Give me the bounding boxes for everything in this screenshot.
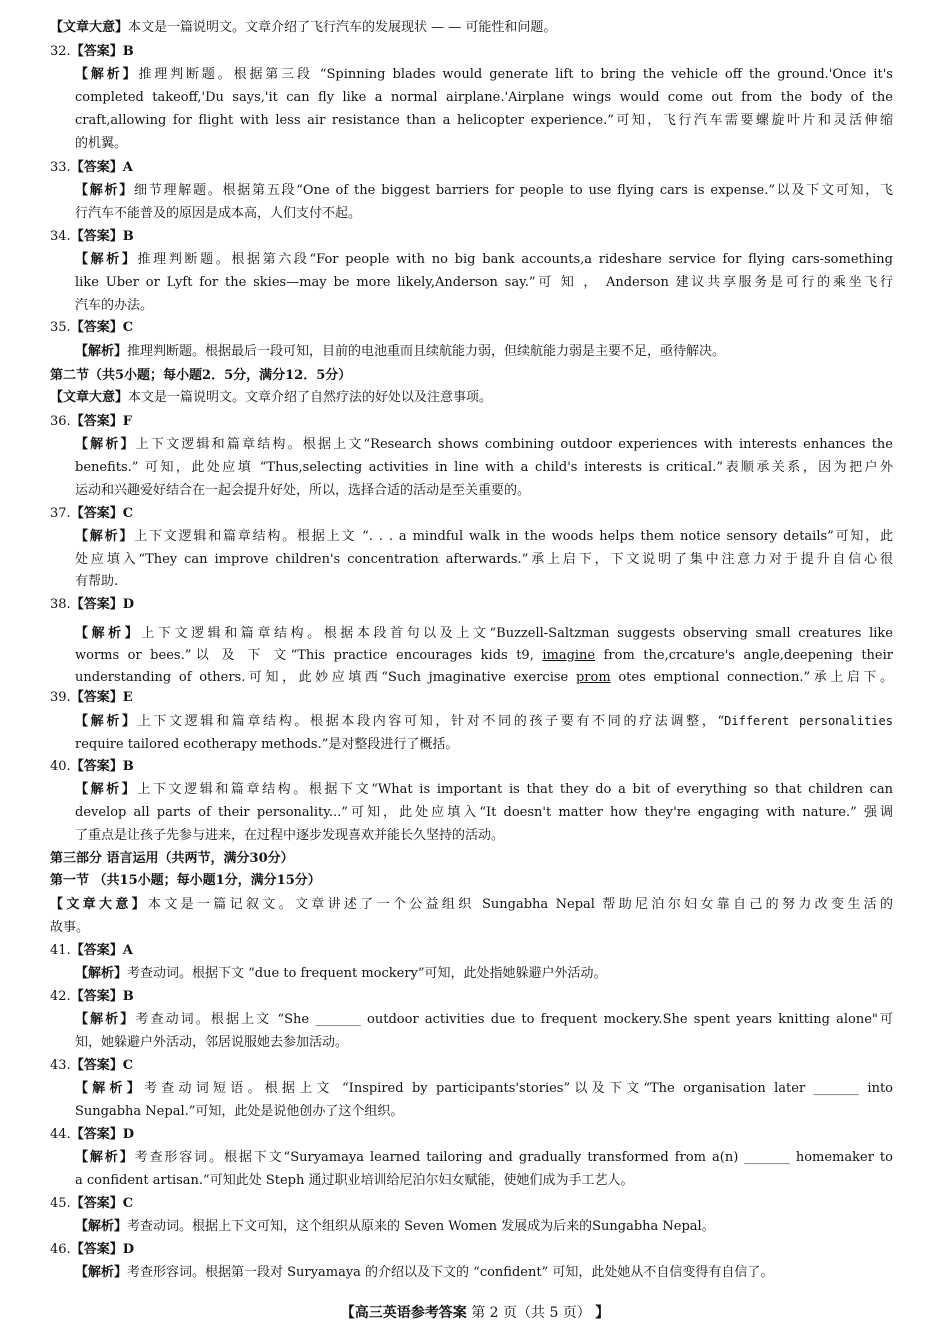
question-40-analysis-line: 【解析】上下文逻辑和篇章结构。根据下文“What is important is that they do a bit of everything so that children can	[75, 782, 893, 797]
question-40-analysis-line: 了重点是让孩子先参与进来，在过程中逐步发现喜欢并能长久坚持的活动。	[75, 828, 505, 843]
page-number: 第 2 页（共 5 页）	[471, 1305, 591, 1321]
question-32-analysis-line: craft,allowing for flight with less air resistance than a helicopter experience.”可知，飞行汽车需要螺旋叶片和灵活伸缩	[75, 113, 893, 128]
question-41-answer: 41.【答案】A	[50, 943, 133, 958]
question-32-analysis-line: 的机翼。	[75, 136, 128, 151]
question-35-answer: 35.【答案】C	[50, 320, 134, 335]
question-37-analysis-line: 【解析】上下文逻辑和篇章结构。根据上文 “. . . a mindful walk in the woods helps them notice sensory details”可知，此	[75, 529, 893, 544]
question-38-analysis-line: 【解析】上下文逻辑和篇章结构。根据本段首句以及上文“Buzzell-Saltzman suggests observing small creatures like	[75, 626, 893, 641]
question-32-analysis-line: completed takeoff,'Du says,'it can fly like a normal airplane.'Airplane wings would come out from the body of the	[75, 90, 893, 105]
question-32-answer: 32.【答案】B	[50, 44, 134, 59]
question-34-analysis-line: 汽车的办法。	[75, 298, 154, 313]
part-heading: 第三部分 语言运用（共两节，满分30分）	[50, 851, 294, 866]
question-44-analysis-line: 【解析】考查形容词。根据下文“Suryamaya learned tailoring and gradually transformed from a(n) _______ homemaker to	[75, 1150, 893, 1165]
footer-close: 】	[595, 1305, 610, 1321]
question-38-answer: 38.【答案】D	[50, 597, 134, 612]
summary-text: 本文是一篇说明文。文章介绍了飞行汽车的发展现状 — — 可能性和问题。	[128, 20, 557, 35]
question-43-analysis-line: Sungabha Nepal.”可知，此处是说他创办了这个组织。	[75, 1104, 404, 1119]
question-39-analysis-line: 【解析】上下文逻辑和篇章结构。根据本段内容可知，针对不同的孩子要有不同的疗法调整，“Different personalities	[75, 714, 893, 729]
question-45-answer: 45.【答案】C	[50, 1196, 134, 1211]
question-34-analysis-line: 【解析】推理判断题。根据第六段“For people with no big bank accounts,a rideshare service for flying cars-something	[75, 252, 893, 267]
question-36-analysis-line: benefits.” 可知，此处应填 “Thus,selecting activities in line with a child's interests is critical.”表顺承关系，因为把户外	[75, 460, 893, 475]
question-34-analysis-line: like Uber or Lyft for the skies—may be more likely,Anderson say.”可 知 ， Anderson 建议共享服务是可行的乘坐飞行	[75, 275, 893, 290]
question-40-answer: 40.【答案】B	[50, 759, 134, 774]
article-summary-3: 【文章大意】本文是一篇记叙文。文章讲述了一个公益组织 Sungabha Nepal 帮助尼泊尔妇女靠自己的努力改变生活的	[50, 897, 893, 912]
question-44-answer: 44.【答案】D	[50, 1127, 134, 1142]
question-39-analysis-line: require tailored ecotherapy methods.”是对整段进行了概括。	[75, 737, 459, 752]
underlined-word: imagine	[542, 648, 596, 663]
question-33-answer: 33.【答案】A	[50, 160, 133, 175]
question-36-answer: 36.【答案】F	[50, 414, 132, 429]
question-38-analysis-line: understanding of others.可知，此妙应填西“Such jmaginative exercise prom otes emptional connection.”承上启下。	[75, 670, 893, 685]
page-footer	[0, 1302, 950, 1322]
question-38-analysis-line: worms or bees.”以 及 下 文“This practice encourages kids t9, imagine from the,crcature's angle,deepening their	[75, 648, 893, 663]
question-46-analysis-line: 【解析】考查形容词。根据第一段对 Suryamaya 的介绍以及下文的 “confident” 可知，此处她从不自信变得有自信了。	[75, 1265, 774, 1280]
summary-tag: 【文章大意】	[50, 20, 129, 35]
section-heading: 第一节 （共15小题；每小题1分，满分15分）	[50, 873, 321, 888]
question-34-answer: 34.【答案】B	[50, 229, 134, 244]
question-37-answer: 37.【答案】C	[50, 506, 134, 521]
question-35-analysis-line: 【解析】推理判断题。根据最后一段可知，目前的电池重而且续航能力弱，但续航能力弱是主要不足，亟待解决。	[75, 344, 726, 359]
question-36-analysis-line: 【解析】上下文逻辑和篇章结构。根据上文“Research shows combining outdoor experiences with interests enhances the	[75, 437, 893, 452]
question-40-analysis-line: develop all parts of their personality...”可知，此处应填入“It doesn't matter how they're engaging with nature.” 强调	[75, 805, 893, 820]
article-summary-2: 【文章大意】本文是一篇说明文。文章介绍了自然疗法的好处以及注意事项。	[50, 390, 493, 405]
question-43-answer: 43.【答案】C	[50, 1058, 134, 1073]
article-summary-3-line: 故事。	[50, 920, 90, 935]
question-33-analysis-line: 行汽车不能普及的原因是成本高，人们支付不起。	[75, 206, 362, 221]
question-45-analysis-line: 【解析】考查动词。根据上下文可知，这个组织从原来的 Seven Women 发展成为后来的Sungabha Nepal。	[75, 1219, 715, 1234]
question-37-analysis-line: 处应填入“They can improve children's concentration afterwards.”承上启下，下文说明了集中注意力对于提升自信心很	[75, 552, 893, 567]
section-heading: 第二节（共5小题；每小题2．5分，满分12．5分）	[50, 368, 352, 383]
footer-title: 【高三英语参考答案	[340, 1305, 467, 1321]
question-33-analysis-line: 【解析】细节理解题。根据第五段“One of the biggest barriers for people to use flying cars is expense.”以及下文可知，飞	[75, 183, 893, 198]
question-42-analysis-line: 【解析】考查动词。根据上文 “She _______ outdoor activities due to frequent mockery.She spent years knitting alone"可	[75, 1012, 893, 1027]
question-44-analysis-line: a confident artisan.”可知此处 Steph 通过职业培训给尼泊尔妇女赋能，使她们成为手工艺人。	[75, 1173, 634, 1188]
question-41-analysis-line: 【解析】考查动词。根据下文 “due to frequent mockery”可知，此处指她躲避户外活动。	[75, 966, 607, 981]
question-37-analysis-line: 有帮助.	[75, 574, 119, 589]
question-36-analysis-line: 运动和兴趣爱好结合在一起会提升好处，所以，选择合适的活动是至关重要的。	[75, 483, 531, 498]
question-42-answer: 42.【答案】B	[50, 989, 134, 1004]
question-39-answer: 39.【答案】E	[50, 690, 133, 705]
underlined-word: prom	[575, 670, 611, 685]
question-46-answer: 46.【答案】D	[50, 1242, 134, 1257]
article-summary-1	[50, 19, 893, 37]
question-32-analysis-line: 【解析】推理判断题。根据第三段 “Spinning blades would generate lift to bring the vehicle off the ground.'Once it's	[75, 67, 893, 82]
question-42-analysis-line: 知，她躲避户外活动，邻居说服她去参加活动。	[75, 1035, 349, 1050]
question-43-analysis-line: 【解析】考查动词短语。根据上文 “Inspired by participants'stories”以及下文“The organisation later _______ into	[75, 1081, 893, 1096]
